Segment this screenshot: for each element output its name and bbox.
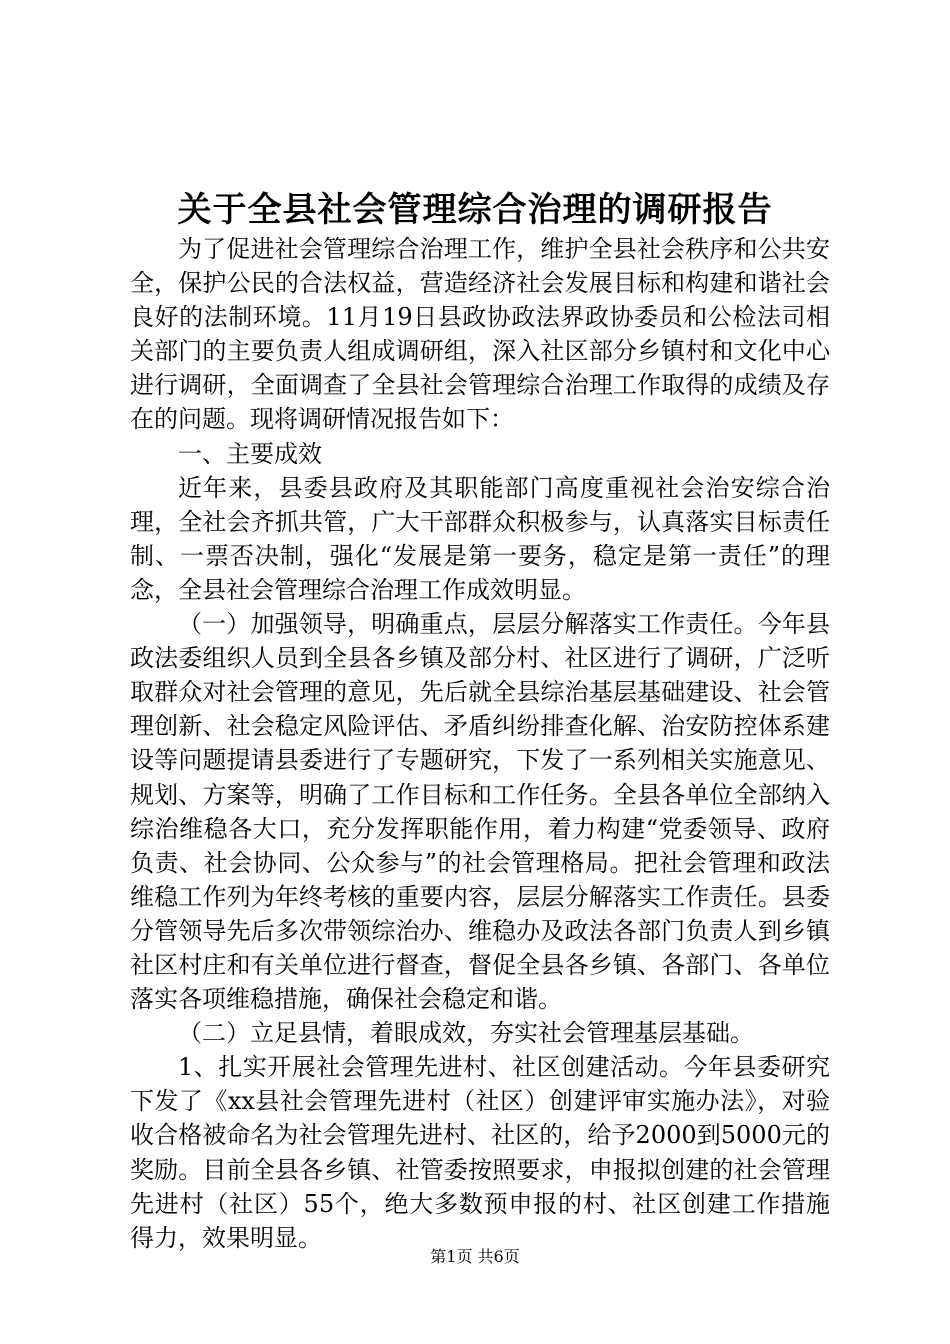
- document-body: [130, 232, 830, 1255]
- page-footer: 第1页 共6页: [430, 1247, 520, 1266]
- document-title: 关于全县社会管理综合治理的调研报告: [177, 190, 773, 230]
- paragraph-subsection-2-heading: （二）立足县情，着眼成效，夯实社会管理基层基础。: [178, 1019, 754, 1048]
- paragraph-subsection-1: （一）加强领导，明确重点，层层分解落实工作责任。今年县政法委组织人员到全县各乡镇及部分村、社区进行了调研，广泛听取群众对社会管理的意见，先后就全县综治基层基础建设、社会管理创新、社会稳定风险评估、矛盾纠纷排查化解、治安防控体系建设等问题提请县委进行了专题研究，下发了一系列相关实施意见、规划、方案等，明确了工作目标和工作任务。全县各单位全部纳入综治维稳各大口，充分发挥职能作用，着力构建“党委领导、政府负责、社会协同、公众参与”的社会管理格局。把社会管理和政法维稳工作列为年终考核的重要内容，层层分解落实工作责任。县委分管领导先后多次带领综治办、维稳办及政法各部门负责人到乡镇社区村庄和有关单位进行督查，督促全县各乡镇、各部门、各单位落实各项维稳措施，确保社会稳定和谐。: [130, 610, 830, 1014]
- section-heading-main-results: 一、主要成效: [178, 439, 322, 468]
- paragraph-intro: 为了促进社会管理综合治理工作，维护全县社会秩序和公共安全，保护公民的合法权益，营造经济社会发展目标和构建和谐社会良好的法制环境。11月19日县政协政法界政协委员和公检法司相关部门的主要负责人组成调研组，深入社区部分乡镇村和文化中心进行调研，全面调查了全县社会管理综合治理工作取得的成绩及存在的问题。现将调研情况报告如下：: [130, 235, 830, 434]
- paragraph-overview: 近年来，县委县政府及其职能部门高度重视社会治安综合治理，全社会齐抓共管，广大干部群众积极参与，认真落实目标责任制、一票否决制，强化“发展是第一要务，稳定是第一责任”的理念，全县社会管理综合治理工作成效明显。: [130, 473, 830, 604]
- paragraph-item-1: 1、扎实开展社会管理先进村、社区创建活动。今年县委研究下发了《xx县社会管理先进村（社区）创建评审实施办法》，对验收合格被命名为社会管理先进村、社区的，给予2000到5000元的奖励。目前全县各乡镇、社管委按照要求，申报拟创建的社会管理先进村（社区）55个，绝大多数预申报的村、社区创建工作措施得力，效果明显。: [130, 1053, 830, 1252]
